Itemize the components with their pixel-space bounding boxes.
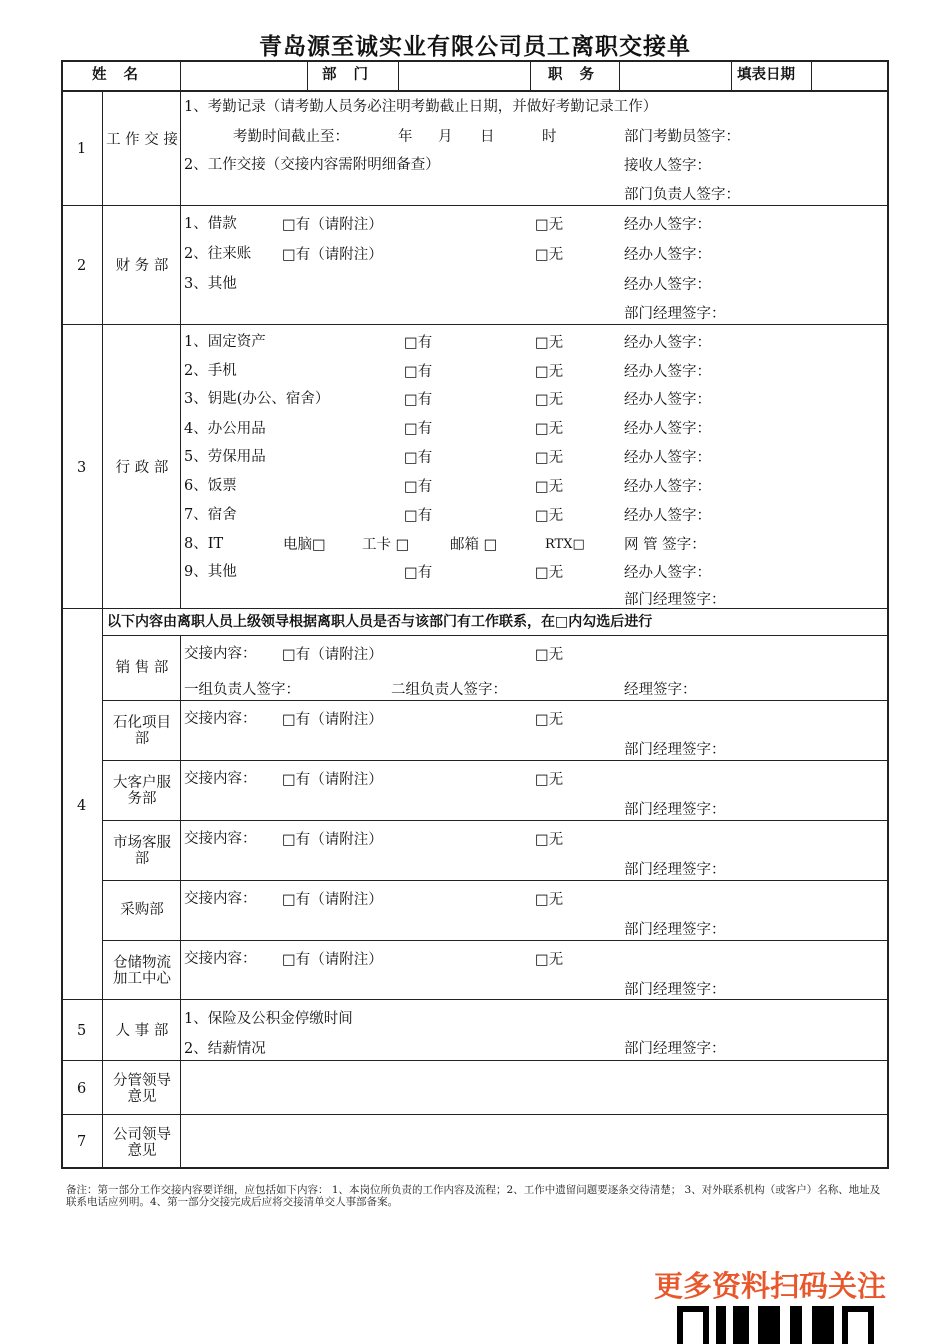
admin-item-label: 1、固定资产 — [184, 334, 266, 350]
finance-item-signature: 经办人签字： — [624, 217, 711, 233]
sales-no-checkbox[interactable]: □无 — [535, 647, 564, 663]
finance-item-signature: 经办人签字： — [624, 247, 711, 263]
work-handover-line: 2、工作交接（交接内容需附明细备查） — [184, 157, 440, 173]
admin-item-label: 9、其他 — [184, 564, 237, 580]
month-label: 月 — [438, 129, 453, 145]
section-3-number: 3 — [77, 460, 87, 476]
purchasing-dept-name: 采购部 — [120, 902, 164, 918]
key-account-dept-name: 大客户服务部 — [113, 775, 171, 807]
dept-field[interactable] — [400, 62, 529, 89]
name-label: 姓 名 — [92, 67, 145, 83]
admin-item-no-checkbox[interactable]: □无 — [535, 508, 564, 524]
admin-item-no-checkbox[interactable]: □无 — [535, 335, 564, 351]
purchasing-no-checkbox[interactable]: □无 — [535, 892, 564, 908]
page-title: 青岛源至诚实业有限公司员工离职交接单 — [259, 34, 691, 60]
admin-item-signature: 经办人签字： — [624, 364, 711, 380]
finance-item-no-checkbox[interactable]: □无 — [535, 217, 564, 233]
admin-item-yes-checkbox[interactable]: □有 — [404, 392, 433, 408]
admin-item-signature: 经办人签字： — [624, 421, 711, 437]
date-field[interactable] — [813, 62, 886, 89]
group2-head-signature: 二组负责人签字： — [391, 682, 507, 698]
name-field[interactable] — [182, 62, 306, 89]
admin-item-yes-checkbox[interactable]: □有 — [404, 565, 433, 581]
logistics-manager-signature: 部门经理签字： — [624, 982, 726, 998]
admin-item-signature: 经办人签字： — [624, 479, 711, 495]
finance-item-yes-checkbox[interactable]: □有（请附注） — [282, 217, 383, 233]
admin-item-yes-checkbox[interactable]: □有 — [404, 450, 433, 466]
section-4-instruction: 以下内容由离职人员上级领导根据离职人员是否与该部门有工作联系，在□内勾选后进行 — [107, 614, 653, 630]
attendance-record-line: 1、考勤记录（请考勤人员务必注明考勤截止日期，并做好考勤记录工作） — [184, 99, 658, 115]
handover-content-label: 交接内容： — [184, 771, 257, 787]
admin-item-label: 3、钥匙(办公、宿舍） — [184, 391, 330, 407]
admin-item-label: 5、劳保用品 — [184, 449, 266, 465]
logistics-no-checkbox[interactable]: □无 — [535, 952, 564, 968]
it-card-checkbox[interactable]: 工卡 □ — [362, 537, 410, 553]
it-rtx-checkbox[interactable]: RTX□ — [545, 537, 585, 552]
receiver-signature: 接收人签字： — [624, 158, 711, 174]
logistics-dept-name: 仓储物流加工中心 — [113, 955, 171, 987]
salary-settlement-line: 2、结薪情况 — [184, 1041, 266, 1057]
insurance-stop-line: 1、保险及公积金停缴时间 — [184, 1011, 353, 1027]
section-1-number: 1 — [77, 141, 87, 157]
petrochem-yes-checkbox[interactable]: □有（请附注） — [282, 712, 383, 728]
network-admin-signature: 网 管 签字： — [624, 537, 706, 553]
admin-item-signature: 经办人签字： — [624, 565, 711, 581]
footer-note: 备注：第一部分工作交接内容要详细，应包括如下内容： 1、本岗位所负责的工作内容及流程；2、工作中遗留问题要逐条交待清楚； 3、对外联系机构（或客户）名称、地址及联系电话应列明。4、第一部分交接完成后应将交接清单交人事部备案。 — [66, 1184, 881, 1208]
hr-manager-signature: 部门经理签字： — [624, 1041, 726, 1057]
admin-item-signature: 经办人签字： — [624, 450, 711, 466]
market-service-yes-checkbox[interactable]: □有（请附注） — [282, 832, 383, 848]
admin-item-no-checkbox[interactable]: □无 — [535, 479, 564, 495]
finance-item-label: 2、往来账 — [184, 246, 252, 262]
admin-item-no-checkbox[interactable]: □无 — [535, 392, 564, 408]
handover-content-label: 交接内容： — [184, 831, 257, 847]
section-1-name: 工 作 交 接 — [106, 132, 178, 148]
finance-manager-signature: 部门经理签字： — [624, 306, 726, 322]
market-service-manager-signature: 部门经理签字： — [624, 862, 726, 878]
it-computer-checkbox[interactable]: 电脑□ — [283, 537, 326, 553]
key-account-yes-checkbox[interactable]: □有（请附注） — [282, 772, 383, 788]
position-field[interactable] — [621, 62, 730, 89]
key-account-manager-signature: 部门经理签字： — [624, 802, 726, 818]
company-leader-opinion-field[interactable] — [182, 1116, 886, 1166]
it-email-checkbox[interactable]: 邮箱 □ — [450, 537, 498, 553]
finance-item-yes-checkbox[interactable]: □有（请附注） — [282, 247, 383, 263]
day-label: 日 — [480, 129, 495, 145]
sales-dept-name: 销 售 部 — [115, 660, 169, 676]
section-5-name: 人 事 部 — [115, 1023, 169, 1039]
admin-item-yes-checkbox[interactable]: □有 — [404, 364, 433, 380]
market-service-dept-name: 市场客服部 — [113, 835, 171, 867]
section-6-name: 分管领导意见 — [113, 1073, 171, 1105]
admin-item-signature: 经办人签字： — [624, 335, 711, 351]
sales-yes-checkbox[interactable]: □有（请附注） — [282, 647, 383, 663]
section-7-number: 7 — [77, 1134, 87, 1150]
hour-label: 时 — [542, 129, 557, 145]
admin-item-label: 6、饭票 — [184, 478, 237, 494]
attendance-deadline-label: 考勤时间截止至： — [233, 129, 349, 145]
section-4-number: 4 — [77, 798, 87, 814]
purchasing-manager-signature: 部门经理签字： — [624, 922, 726, 938]
purchasing-yes-checkbox[interactable]: □有（请附注） — [282, 892, 383, 908]
finance-item-signature: 经办人签字： — [624, 277, 711, 293]
year-label: 年 — [398, 129, 413, 145]
admin-manager-signature: 部门经理签字： — [624, 592, 726, 608]
handover-content-label: 交接内容： — [184, 951, 257, 967]
date-label: 填表日期 — [737, 67, 795, 83]
petrochem-no-checkbox[interactable]: □无 — [535, 712, 564, 728]
petrochem-dept-name: 石化项目部 — [113, 715, 171, 747]
handover-content-label: 交接内容： — [184, 646, 257, 662]
section-3-name: 行 政 部 — [115, 460, 169, 476]
handover-content-label: 交接内容： — [184, 891, 257, 907]
admin-item-yes-checkbox[interactable]: □有 — [404, 508, 433, 524]
dept-head-signature: 部门负责人签字： — [624, 187, 740, 203]
handover-content-label: 交接内容： — [184, 711, 257, 727]
admin-item-label: 2、手机 — [184, 363, 237, 379]
section-5-number: 5 — [77, 1023, 87, 1039]
market-service-no-checkbox[interactable]: □无 — [535, 832, 564, 848]
petrochem-manager-signature: 部门经理签字： — [624, 742, 726, 758]
section-2-name: 财 务 部 — [115, 258, 169, 274]
attendance-clerk-signature: 部门考勤员签字： — [624, 129, 740, 145]
admin-item-signature: 经办人签字： — [624, 392, 711, 408]
dept-label: 部 门 — [322, 67, 375, 83]
admin-item-yes-checkbox[interactable]: □有 — [404, 479, 433, 495]
admin-item-no-checkbox[interactable]: □无 — [535, 450, 564, 466]
supervisor-opinion-field[interactable] — [182, 1062, 886, 1113]
sales-manager-signature: 经理签字： — [624, 682, 697, 698]
section-7-name: 公司领导意见 — [113, 1127, 171, 1159]
key-account-no-checkbox[interactable]: □无 — [535, 772, 564, 788]
logistics-yes-checkbox[interactable]: □有（请附注） — [282, 952, 383, 968]
admin-item-label: 4、办公用品 — [184, 421, 266, 437]
promo-text: 更多资料扫码关注 — [654, 1269, 887, 1303]
admin-item-no-checkbox[interactable]: □无 — [535, 421, 564, 437]
admin-item-no-checkbox[interactable]: □无 — [535, 364, 564, 380]
admin-item-signature: 经办人签字： — [624, 508, 711, 524]
section-2-number: 2 — [77, 258, 87, 274]
finance-item-label: 1、借款 — [184, 216, 237, 232]
section-6-number: 6 — [77, 1081, 87, 1097]
group1-head-signature: 一组负责人签字： — [184, 682, 300, 698]
admin-item-yes-checkbox[interactable]: □有 — [404, 421, 433, 437]
admin-item-no-checkbox[interactable]: □无 — [535, 565, 564, 581]
finance-item-no-checkbox[interactable]: □无 — [535, 247, 564, 263]
admin-item-yes-checkbox[interactable]: □有 — [404, 335, 433, 351]
position-label: 职 务 — [548, 67, 601, 83]
admin-item-label: 7、宿舍 — [184, 507, 237, 523]
finance-item-label: 3、其他 — [184, 276, 237, 292]
it-item-label: 8、IT — [184, 536, 224, 552]
